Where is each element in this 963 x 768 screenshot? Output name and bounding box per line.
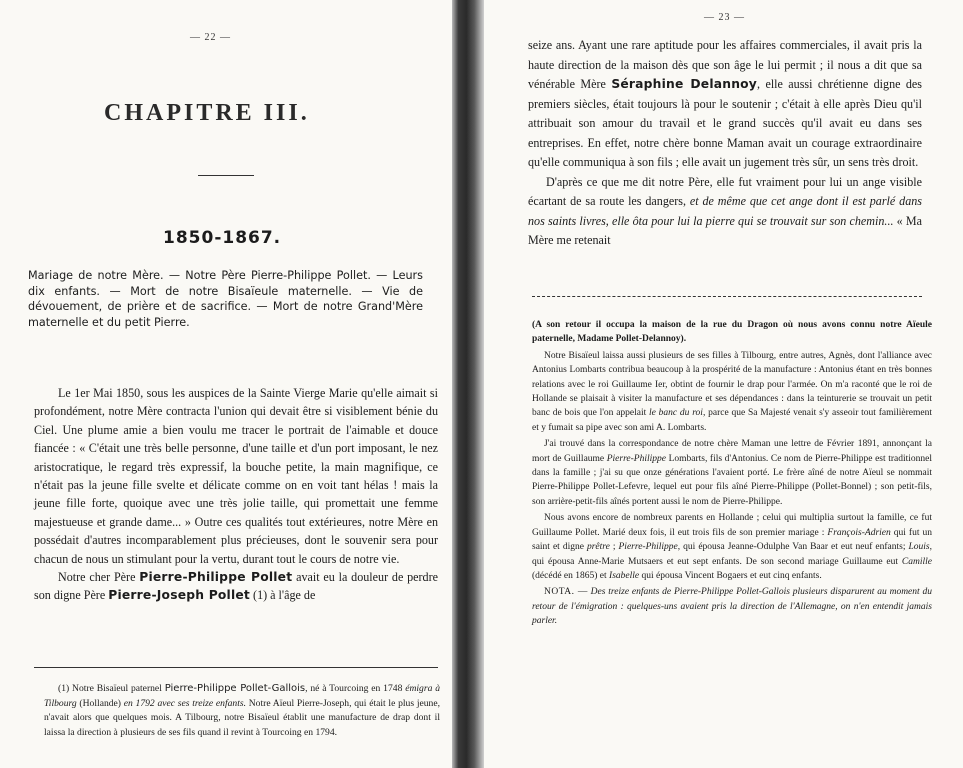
text: Isabelle (609, 570, 640, 581)
footnote-right (532, 318, 932, 631)
text: en 1792 avec ses treize enfants. (123, 697, 247, 709)
name-pollet-gallois: Pierre-Philippe Pollet-Gallois (164, 683, 306, 694)
text: François-Adrien (827, 527, 891, 538)
text: Pierre-Philippe (618, 542, 678, 553)
text: , parce que Sa Majesté venait s'y asseoir tout familièrement et y fumait sa pipe avec son ami A. Lombarts. (532, 408, 932, 433)
footnote-left (44, 682, 440, 740)
footnote-paragraph (532, 349, 932, 435)
right-body-text (528, 36, 922, 251)
left-body-text (34, 384, 438, 605)
footnote-paragraph (532, 437, 932, 509)
text: , qui épousa Anne-Marie Mutsaers et eut sept enfants. De son second mariage Guillaume eut (532, 542, 932, 567)
text: émigra à Tilbourg (44, 683, 441, 709)
text: (1) Notre Bisaïeul paternel (58, 683, 165, 694)
text: (décédé en 1865) et (532, 570, 610, 581)
text: Camille (901, 556, 932, 567)
footnote-divider-left (34, 667, 438, 668)
title-divider (198, 175, 254, 176)
name-pierre-joseph: Pierre-Joseph Pollet (108, 588, 251, 603)
chapter-years: 1850-1867. (163, 228, 282, 248)
footnote-paragraph (532, 511, 932, 583)
text: Lombarts, fils d'Antonius. Ce nom de Pierre-Philippe est traditionnel dans la famille ; j'ai su que onze générations l'avaient porté. Le frère aîné de notre Aïeul se nommait Pierre-Philippe Pollet-Lefevre, lequel eut pour fils aîné Pierre-Philippe (Pollet-Bonnel) ; son petit-fils, son arrière-petit-fils aînés portent aussi le nom de Pierre-Philippe. (532, 453, 932, 507)
text: (Hollande) (76, 697, 124, 709)
paragraph-1 (528, 36, 922, 173)
left-page (0, 0, 452, 768)
text: (1) à l'âge de (250, 588, 316, 603)
paragraph-2 (528, 173, 922, 251)
text: Pierre-Philippe (606, 453, 666, 464)
name-seraphine-delannoy: Séraphine Delannoy (611, 77, 758, 91)
text: et de même que cet ange dont il est parlé dans nos saints livres, elle ôta pour lui la pierre qui se trouvait sur son chemin... (528, 194, 922, 228)
text: , elle aussi chrétienne digne des premiers siècles, était toujours là pour le soutenir ; c'était à elle après Dieu qu'il attribuait son amour du travail et le grand succès qu'il avait eu dans ses entreprises. En effet, notre chère bonne Maman avait un courage extraordinaire qu'elle communiqua à son fils ; elle avait un jugement très sûr, un sens très droit. (528, 77, 923, 169)
text: prêtre (586, 542, 610, 553)
text: qui fut un saint et digne (532, 527, 932, 553)
right-page (484, 0, 963, 768)
nota-paragraph (532, 585, 932, 628)
text: le banc du roi (649, 408, 703, 419)
text: D'après ce que me dit notre Père, elle fut vraiment pour lui un ange visible écartant de sa route les dangers, (528, 174, 922, 208)
name-pierre-philippe: Pierre-Philippe Pollet (139, 570, 293, 585)
page-number-right: — 23 — (704, 12, 745, 23)
nota-label: NOTA. — (544, 587, 588, 598)
page-number-left: — 22 — (190, 32, 231, 43)
text: seize ans. Ayant une rare aptitude pour les affaires commerciales, il avait pris la haute direction de la maison dès que son âge le lui permit ; il nous a dit que sa vénérable Mère (528, 38, 922, 91)
text: « Ma Mère me retenait (528, 213, 923, 247)
text: , né à Tourcoing en 1748 (305, 683, 406, 694)
chapter-summary: Mariage de notre Mère. — Notre Père Pierre-Philippe Pollet. — Leurs dix enfants. — Mort de notre Bisaïeule maternelle. — Vie de dévouement, de prière et de sacrifice. — Mort de notre Grand'Mère maternelle et du petit Pierre. (28, 269, 423, 329)
text: Notre Aïeul Pierre-Joseph, qui était le plus jeune, n'avait alors que quelques mois. A Tilbourg, notre Bisaïeul établit une manufacture de drap dont il laissa la direction à plusieurs de ses fils quand il revint à Tourcoing en 1794. (44, 697, 440, 738)
chapter-title: CHAPITRE III. (104, 100, 310, 126)
text: Louis (908, 542, 930, 553)
paragraph-1: Le 1er Mai 1850, sous les auspices de la Sainte Vierge Marie qu'elle aimait si profondément, notre Mère contracta l'union qui devait être si visiblement bénie du Ciel. Une plume amie a bien voulu me tracer le portrait de l'aimable et douce fiancée : « C'était une très belle personne, d'une taille et d'un port imposant, le nez aristocratique, le regard très expressif, la bouche petite, la main magnifique, ce n'était pas la jeune fille svelte et délicate comme on en voit tant hélas ! mais la jeune fille forte, quoique avec une très jolie taille, qui promettait une femme majestueuse et grande dame... » Outre ces qualités tout extérieures, notre Mère en possédait d'autres incomparablement plus précieuses, dont le souvenir sera pour chacun de nous un stimulant pour la vertu, durant tout le cours de notre vie. (34, 386, 438, 566)
text: J'ai trouvé dans la correspondance de notre chère Maman une lettre de Février 1891, annonçant la mort de Guillaume (532, 439, 932, 464)
text: qui épousa Vincent Bogaers et eut cinq enfants. (639, 570, 822, 581)
text: Notre cher Père (58, 570, 140, 585)
paragraph-2 (34, 568, 438, 605)
footnote-paragraph: (A son retour il occupa la maison de la rue du Dragon où nous avons connu notre Aïeule paternelle, Madame Pollet-Delannoy). (532, 320, 932, 345)
text: avait eu la douleur de perdre son digne Père (34, 570, 438, 603)
text: , qui épousa Jeanne-Odulphe Van Baar et eut neuf enfants; (677, 542, 909, 553)
book-gutter (452, 0, 484, 768)
text: Notre Bisaïeul laissa aussi plusieurs de ses filles à Tilbourg, entre autres, Agnès, dont l'alliance avec Antonius Lombarts contribua beaucoup à la prospérité de la manufacture : Antonius étant en très bonnes relations avec le roi Guillaume Ier, obtint de fournir le drap pour l'armée. On m'a raconté que le roi de Hollande se plaisait à visiter la manufacture et ses dépendances : dans la teinturerie se trouvait un petit banc de bois que l'on appelait (532, 350, 932, 419)
text: Nous avons encore de nombreux parents en Hollande ; celui qui multiplia surtout la famille, ce fut Guillaume Pollet. Marié deux fois, il eut trois fils de son premier mariage : (532, 513, 932, 538)
text: ; (609, 542, 619, 553)
text: Des treize enfants de Pierre-Philippe Pollet-Gallois plusieurs disparurent au moment du retour de l'émigration : quelques-uns avaient pris la direction de l'Allemagne, on n'en entendit jamais parler. (532, 587, 932, 627)
footnote-divider-right (532, 296, 922, 297)
